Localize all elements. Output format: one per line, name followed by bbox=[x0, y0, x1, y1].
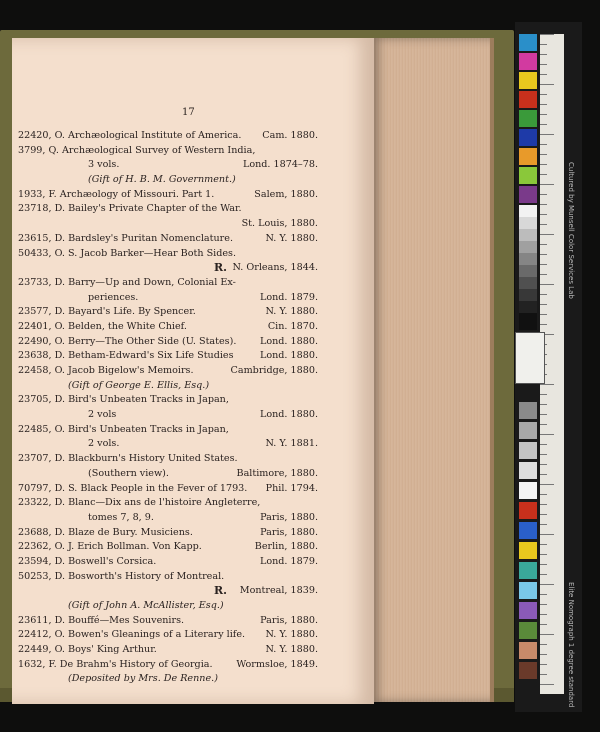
ruler-tick bbox=[540, 54, 547, 55]
catalog-entry bbox=[18, 188, 318, 203]
ruler-tick bbox=[540, 64, 547, 65]
ruler-tick bbox=[540, 194, 547, 195]
color-calibration-target bbox=[515, 22, 582, 712]
catalog-entry bbox=[18, 379, 318, 394]
entry-place-date: Paris, 1880. bbox=[260, 526, 318, 538]
ruler-tick bbox=[540, 224, 547, 225]
ruler-tick bbox=[540, 184, 554, 185]
ruler-tick bbox=[540, 464, 547, 465]
ruler-tick bbox=[540, 454, 547, 455]
ruler-tick bbox=[540, 274, 547, 275]
ruler-tick bbox=[540, 664, 547, 665]
ruler-tick bbox=[540, 414, 547, 415]
ruler-tick bbox=[540, 154, 547, 155]
entry-title: 22449, O. Boys' King Arthur. bbox=[18, 644, 157, 656]
entry-title: periences. bbox=[88, 291, 139, 303]
entry-title: 50433, O. S. Jacob Barker—Hear Both Sides. bbox=[18, 247, 237, 259]
catalog-entry bbox=[18, 628, 318, 643]
ruler-tick bbox=[540, 124, 547, 125]
color-swatch bbox=[519, 53, 537, 70]
color-swatch bbox=[519, 167, 537, 184]
ruler-tick bbox=[540, 624, 547, 625]
color-swatch bbox=[519, 602, 537, 619]
entry-title: 23322, D. Blanc—Dix ans de l'histoire Angleterre, bbox=[18, 497, 261, 509]
entry-place-date: Paris, 1880. bbox=[260, 614, 318, 626]
entry-place-date: N. Y. 1880. bbox=[265, 306, 318, 318]
color-swatch bbox=[519, 422, 537, 439]
entry-place-date: Wormsloe, 1849. bbox=[236, 658, 318, 670]
ruler-tick bbox=[540, 594, 547, 595]
catalog-entry bbox=[18, 261, 318, 276]
entry-title: 23707, D. Blackburn's History United States. bbox=[18, 453, 238, 465]
entry-title: (Gift of H. B. M. Government.) bbox=[88, 174, 236, 186]
ruler-tick bbox=[540, 134, 554, 135]
ruler-tick bbox=[540, 684, 554, 685]
ruler-tick bbox=[540, 164, 547, 165]
ruler-tick bbox=[540, 674, 547, 675]
catalog-entry bbox=[18, 658, 318, 673]
color-swatch bbox=[519, 582, 537, 599]
entry-title: 23638, D. Betham-Edward's Six Life Studies bbox=[18, 350, 234, 362]
entry-title: 2 vols bbox=[88, 409, 117, 421]
catalog-entry bbox=[18, 672, 318, 687]
entry-title: 23577, D. Bayard's Life. By Spencer. bbox=[18, 306, 196, 318]
color-swatch bbox=[519, 662, 537, 679]
entry-title: 23594, D. Boswell's Corsica. bbox=[18, 555, 157, 567]
page-edges bbox=[372, 38, 494, 702]
entry-place-date: Lond. 1880. bbox=[259, 335, 318, 347]
entry-title: (Gift of John A. McAllister, Esq.) bbox=[68, 600, 224, 611]
entry-place-date: Lond. 1874–78. bbox=[242, 159, 318, 171]
catalog-entry bbox=[18, 526, 318, 541]
entry-title: 23611, D. Bouffé—Mes Souvenirs. bbox=[18, 614, 185, 626]
entry-place-date: Cambridge, 1880. bbox=[230, 365, 318, 376]
entry-title: 3799, Q. Archæological Survey of Western India, bbox=[18, 144, 256, 156]
color-swatch bbox=[519, 402, 537, 419]
catalog-entries bbox=[18, 129, 318, 687]
catalog-entry bbox=[18, 599, 318, 614]
entry-place-date: Montreal, 1839. bbox=[239, 585, 318, 597]
ruler-tick bbox=[540, 404, 547, 405]
color-swatch bbox=[519, 72, 537, 89]
color-swatch bbox=[519, 110, 537, 127]
color-swatch bbox=[519, 462, 537, 479]
ruler-tick bbox=[540, 534, 554, 535]
ruler-tick bbox=[540, 34, 554, 35]
entry-place-date: N. Y. 1881. bbox=[265, 438, 318, 450]
gray-swatch bbox=[519, 313, 537, 330]
color-swatch bbox=[519, 442, 537, 459]
entry-title: 23615, D. Bardsley's Puritan Nomenclature. bbox=[18, 232, 233, 244]
ruler-tick bbox=[540, 254, 547, 255]
ruler-tick bbox=[540, 44, 547, 45]
entry-place-date: Lond. 1879. bbox=[259, 555, 318, 567]
entry-place-date: N. Y. 1880. bbox=[265, 644, 318, 656]
ruler-tick bbox=[540, 614, 547, 615]
color-swatch bbox=[519, 522, 537, 539]
ruler-tick bbox=[540, 104, 547, 105]
entry-place-date: Cin. 1870. bbox=[267, 320, 318, 332]
entry-place-date: N. Orleans, 1844. bbox=[232, 262, 318, 274]
ruler-tick bbox=[540, 564, 547, 565]
ruler-tick bbox=[540, 494, 547, 495]
ruler-tick bbox=[540, 264, 547, 265]
ruler-tick bbox=[540, 84, 554, 85]
catalog-entry bbox=[18, 291, 318, 306]
entry-title: 22485, O. Bird's Unbeaten Tracks in Japan, bbox=[18, 423, 229, 435]
catalog-entry bbox=[18, 305, 318, 320]
ruler-tick bbox=[540, 284, 554, 285]
entry-title: 50253, D. Bosworth's History of Montreal. bbox=[18, 570, 225, 582]
ruler-tick bbox=[540, 634, 554, 635]
catalog-entry bbox=[18, 173, 318, 188]
entry-title: (Gift of George E. Ellis, Esq.) bbox=[68, 379, 210, 391]
catalog-entry bbox=[18, 437, 318, 452]
catalog-entry bbox=[18, 511, 318, 526]
ruler-tick bbox=[540, 574, 547, 575]
ruler-tick bbox=[540, 304, 547, 305]
page-number: 17 bbox=[182, 107, 195, 118]
catalog-entry bbox=[18, 555, 318, 570]
ruler-tick bbox=[540, 324, 547, 325]
entry-title: (Southern view). bbox=[88, 467, 169, 479]
entry-place-date: N. Y. 1880. bbox=[265, 629, 318, 641]
entry-place-date: Cam. 1880. bbox=[262, 130, 318, 141]
catalog-entry bbox=[18, 158, 318, 173]
catalog-entry bbox=[18, 129, 318, 144]
catalog-entry bbox=[18, 393, 318, 408]
ruler-tick bbox=[540, 94, 547, 95]
catalog-entry bbox=[18, 643, 318, 658]
ruler-tick bbox=[540, 544, 547, 545]
target-label-bottom: Elite Nomograph 1 degree standard bbox=[567, 582, 575, 708]
entry-place-date: Berlin, 1880. bbox=[254, 541, 318, 553]
catalog-entry bbox=[18, 247, 318, 262]
ruler-tick bbox=[540, 654, 547, 655]
entry-title: 22458, O. Jacob Bigelow's Memoirs. bbox=[18, 365, 194, 376]
ruler-tick bbox=[540, 144, 547, 145]
entry-title: 23705, D. Bird's Unbeaten Tracks in Japan, bbox=[18, 394, 229, 406]
entry-title: 23688, D. Blaze de Bury. Musiciens. bbox=[18, 526, 193, 538]
catalog-entry bbox=[18, 217, 318, 232]
entry-mark: R. bbox=[214, 261, 227, 275]
color-swatch bbox=[519, 542, 537, 559]
color-swatch bbox=[519, 502, 537, 519]
ruler-tick bbox=[540, 604, 547, 605]
ruler-tick bbox=[540, 234, 554, 235]
entry-title: 1933, F. Archæology of Missouri. Part 1. bbox=[18, 188, 215, 200]
color-swatch bbox=[519, 622, 537, 639]
entry-place-date: Salem, 1880. bbox=[254, 188, 318, 200]
entry-place-date: N. Y. 1880. bbox=[265, 232, 318, 244]
entry-title: tomes 7, 8, 9. bbox=[88, 511, 154, 523]
entry-title: 3 vols. bbox=[88, 159, 120, 171]
target-label-top: Cultured by Munsell Color Services Lab bbox=[567, 162, 575, 299]
color-swatch bbox=[519, 91, 537, 108]
catalog-entry bbox=[18, 614, 318, 629]
catalog-entry bbox=[18, 482, 318, 497]
catalog-entry bbox=[18, 584, 318, 599]
catalog-entry bbox=[18, 496, 318, 511]
catalog-entry bbox=[18, 540, 318, 555]
color-swatch bbox=[519, 129, 537, 146]
ruler-tick bbox=[540, 394, 547, 395]
color-swatch bbox=[519, 562, 537, 579]
color-swatch bbox=[519, 482, 537, 499]
ruler-tick bbox=[540, 74, 547, 75]
target-logo-icon bbox=[515, 332, 545, 384]
entry-title: 22401, O. Belden, the White Chief. bbox=[18, 320, 187, 332]
catalog-entry bbox=[18, 276, 318, 291]
ruler-tick bbox=[540, 554, 547, 555]
ruler-tick bbox=[540, 484, 554, 485]
entry-place-date: Lond. 1879. bbox=[259, 291, 318, 303]
ruler-tick bbox=[540, 244, 547, 245]
entry-place-date: Phil. 1794. bbox=[265, 482, 318, 494]
catalog-entry bbox=[18, 452, 318, 467]
ruler-tick bbox=[540, 174, 547, 175]
ruler-tick bbox=[540, 444, 547, 445]
entry-title: 70797, D. S. Black People in the Fever of 1793. bbox=[18, 482, 248, 494]
catalog-entry bbox=[18, 232, 318, 247]
ruler-tick bbox=[540, 114, 547, 115]
color-swatch bbox=[519, 148, 537, 165]
entry-title: (Deposited by Mrs. De Renne.) bbox=[68, 673, 218, 685]
ruler-tick bbox=[540, 424, 547, 425]
ruler-tick bbox=[540, 524, 547, 525]
ruler-tick bbox=[540, 204, 547, 205]
catalog-entry bbox=[18, 570, 318, 585]
entry-place-date: St. Louis, 1880. bbox=[241, 218, 318, 230]
entry-mark: R. bbox=[214, 584, 227, 598]
ruler-tick bbox=[540, 584, 554, 585]
ruler-tick bbox=[540, 514, 547, 515]
catalog-entry bbox=[18, 423, 318, 438]
entry-title: 23733, D. Barry—Up and Down, Colonial Ex- bbox=[18, 276, 236, 288]
catalog-entry bbox=[18, 467, 318, 482]
entry-title: 1632, F. De Brahm's History of Georgia. bbox=[18, 658, 213, 670]
catalog-entry bbox=[18, 144, 318, 159]
entry-title: 22362, O. J. Erich Bollman. Von Kapp. bbox=[18, 541, 202, 553]
catalog-entry bbox=[18, 202, 318, 217]
catalog-entry bbox=[18, 349, 318, 364]
catalog-entry bbox=[18, 335, 318, 350]
entry-title: 23718, D. Bailey's Private Chapter of the War. bbox=[18, 203, 242, 215]
entry-title: 22412, O. Bowen's Gleanings of a Literary life. bbox=[18, 629, 246, 641]
entry-title: 22490, O. Berry—The Other Side (U. States). bbox=[18, 335, 237, 347]
ruler-tick bbox=[540, 214, 547, 215]
ruler-tick bbox=[540, 384, 554, 385]
entry-place-date: Lond. 1880. bbox=[259, 409, 318, 421]
ruler-tick bbox=[540, 294, 547, 295]
catalog-entry bbox=[18, 364, 318, 379]
entry-title: 2 vols. bbox=[88, 438, 120, 450]
entry-place-date: Lond. 1880. bbox=[259, 350, 318, 362]
ruler-tick bbox=[540, 314, 547, 315]
catalog-entry bbox=[18, 320, 318, 335]
ruler-tick bbox=[540, 504, 547, 505]
ruler-tick bbox=[540, 474, 547, 475]
ruler-tick bbox=[540, 644, 547, 645]
color-swatch bbox=[519, 186, 537, 203]
color-swatch bbox=[519, 642, 537, 659]
entry-title: 22420, O. Archæological Institute of America. bbox=[18, 130, 242, 141]
entry-place-date: Baltimore, 1880. bbox=[236, 467, 318, 479]
color-swatch bbox=[519, 34, 537, 51]
catalog-entry bbox=[18, 408, 318, 423]
entry-place-date: Paris, 1880. bbox=[260, 511, 318, 523]
ruler-tick bbox=[540, 434, 554, 435]
